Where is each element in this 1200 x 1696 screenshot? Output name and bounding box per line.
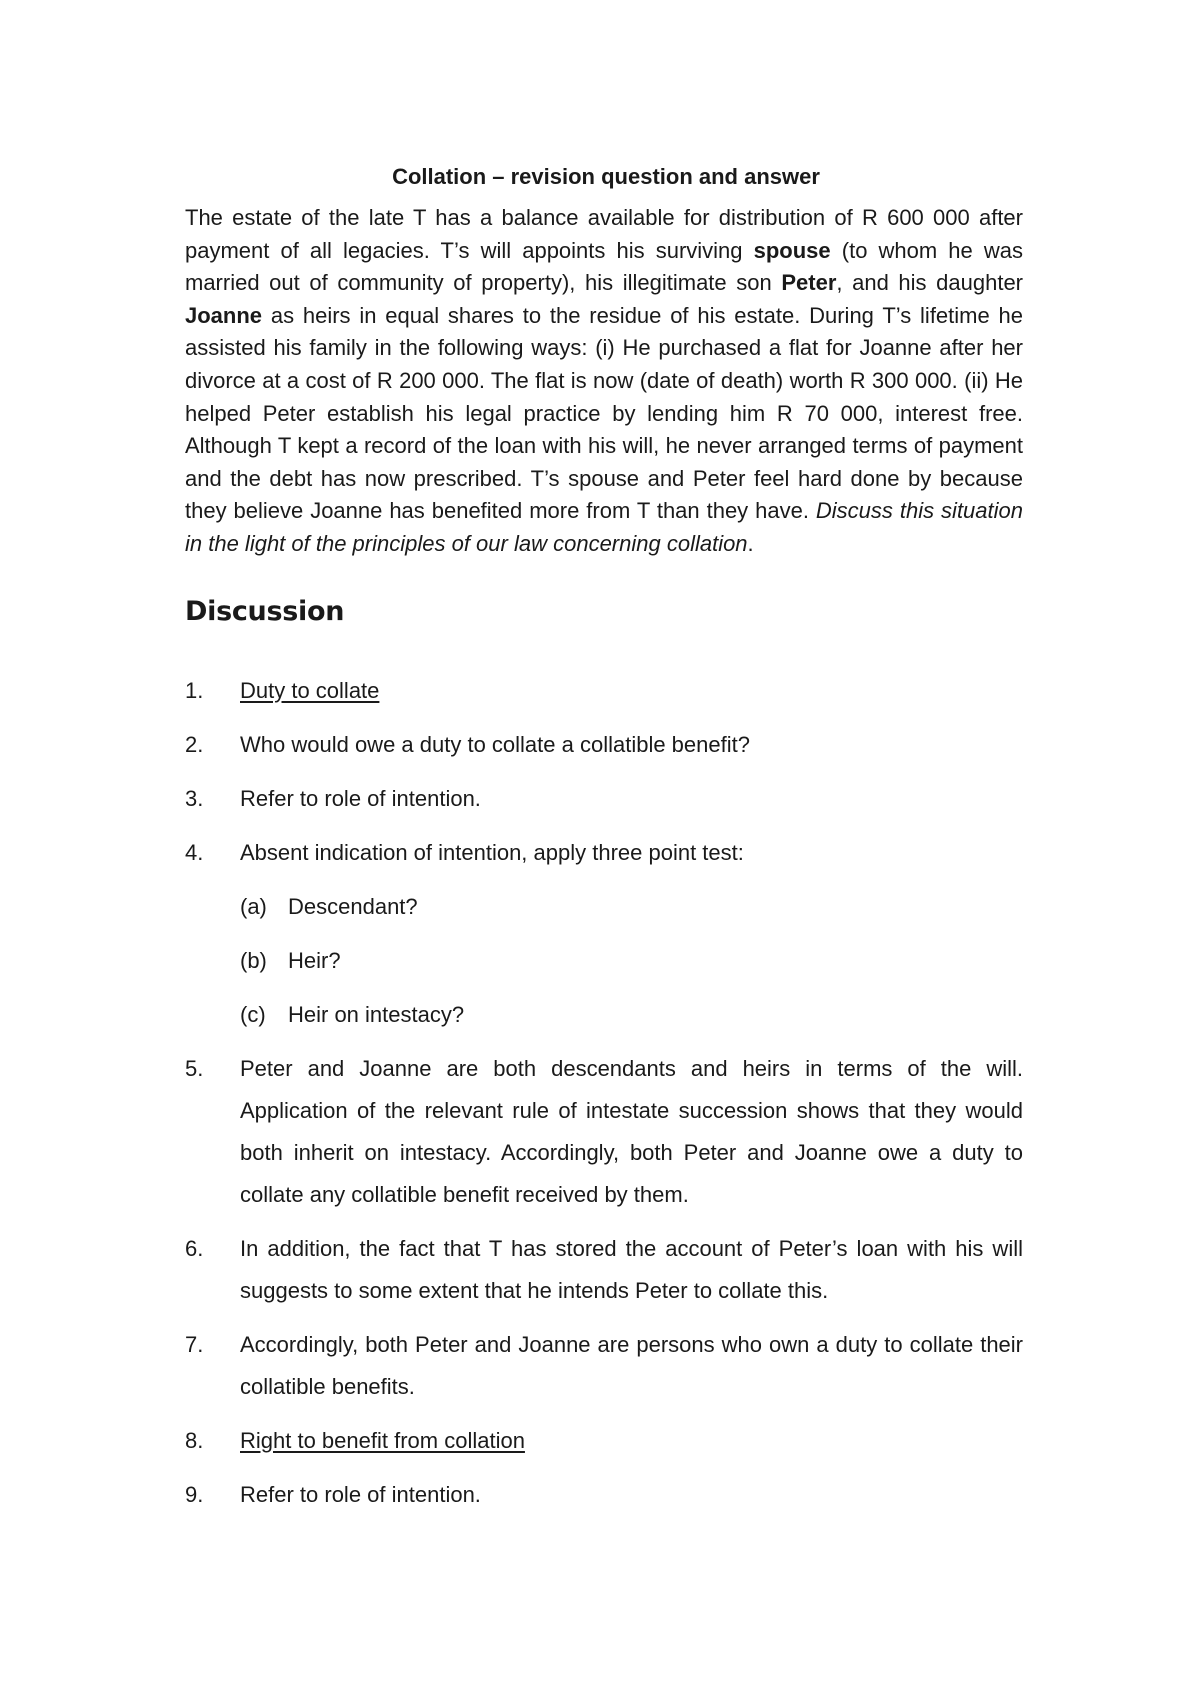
list-item-text: Refer to role of intention. bbox=[240, 1481, 481, 1507]
question-text-3: , and his daughter bbox=[836, 270, 1024, 296]
document-content bbox=[185, 162, 1023, 1516]
list-item-text: Absent indication of intention, apply three point test: bbox=[240, 839, 744, 865]
question-paragraph bbox=[185, 202, 1023, 561]
sub-item-text: Heir? bbox=[288, 947, 341, 973]
list-item-number: 2. bbox=[185, 731, 204, 757]
discussion-list bbox=[185, 670, 1023, 1516]
discussion-heading: Discussion bbox=[185, 595, 345, 627]
list-item-text-underlined: Right to benefit from collation bbox=[240, 1427, 525, 1453]
list-item-text: In addition, the fact that T has stored the account of Peter’s loan with his will suggests to some extent that he intends Peter to collate this. bbox=[240, 1235, 1023, 1303]
list-item-number: 6. bbox=[185, 1235, 204, 1261]
sub-item-text: Heir on intestacy? bbox=[288, 1001, 465, 1027]
list-item-text: Refer to role of intention. bbox=[240, 785, 481, 811]
question-italic-instruction: Discuss this situation in the light of the principles of our law concerning collation bbox=[185, 498, 1023, 556]
sub-item-b bbox=[240, 940, 1023, 982]
list-item-text: Who would owe a duty to collate a collatible benefit? bbox=[240, 731, 750, 757]
list-item-number: 1. bbox=[185, 677, 204, 703]
list-item-2 bbox=[185, 724, 1023, 766]
list-item-number: 4. bbox=[185, 839, 204, 865]
sub-item-letter: (a) bbox=[240, 893, 267, 919]
list-item-number: 9. bbox=[185, 1481, 204, 1507]
list-item-6 bbox=[185, 1228, 1023, 1312]
sub-item-c bbox=[240, 994, 1023, 1036]
document-title: Collation – revision question and answer bbox=[392, 164, 820, 189]
list-item-9 bbox=[185, 1474, 1023, 1516]
question-text-4: as heirs in equal shares to the residue of his estate. During T’s lifetime he assisted his family in the following ways: (i) He purchased a flat for Joanne after her divorce at a cost of R 200 000. The flat is now (date of death) worth R 300 000. (ii) He helped Peter establish his legal practice by lending him R 70 000, interest free. Although T kept a record of the loan with his will, he never arranged terms of payment and the debt has now prescribed. T’s spouse and Peter feel hard done by because they believe Joanne has benefited more from T than they have. bbox=[185, 302, 1023, 524]
sub-item-letter: (c) bbox=[240, 1001, 266, 1027]
question-text-1: The estate of the late T has a balance available for distribution of R 600 000 after payment of all legacies. T’s will appoints his surviving bbox=[185, 205, 1023, 263]
list-item-number: 8. bbox=[185, 1427, 204, 1453]
list-item-8 bbox=[185, 1420, 1023, 1462]
list-item-number: 3. bbox=[185, 785, 204, 811]
sub-item-text: Descendant? bbox=[288, 893, 418, 919]
list-item-number: 5. bbox=[185, 1055, 204, 1081]
list-item-7 bbox=[185, 1324, 1023, 1408]
list-item-5 bbox=[185, 1048, 1023, 1216]
list-item-number: 7. bbox=[185, 1331, 204, 1357]
question-bold-joanne: Joanne bbox=[185, 302, 263, 328]
list-item-text: Peter and Joanne are both descendants and heirs in terms of the will. Application of the relevant rule of intestate succession shows that they would both inherit on intestacy. Accordingly, both Peter and Joanne owe a duty to collate any collatible benefit received by them. bbox=[240, 1055, 1023, 1207]
list-item-3 bbox=[185, 778, 1023, 820]
sub-item-a bbox=[240, 886, 1023, 928]
list-item-1 bbox=[185, 670, 1023, 712]
list-item-text-underlined: Duty to collate bbox=[240, 677, 380, 703]
list-item-text: Accordingly, both Peter and Joanne are persons who own a duty to collate their collatible benefits. bbox=[240, 1331, 1023, 1399]
question-bold-peter: Peter bbox=[781, 270, 837, 296]
list-item-4 bbox=[185, 832, 1023, 874]
question-bold-spouse: spouse bbox=[753, 237, 831, 263]
question-text-2: (to whom he was married out of community of property), his illegitimate son bbox=[185, 237, 1023, 296]
question-text-end: . bbox=[747, 530, 754, 556]
sub-item-letter: (b) bbox=[240, 947, 267, 973]
